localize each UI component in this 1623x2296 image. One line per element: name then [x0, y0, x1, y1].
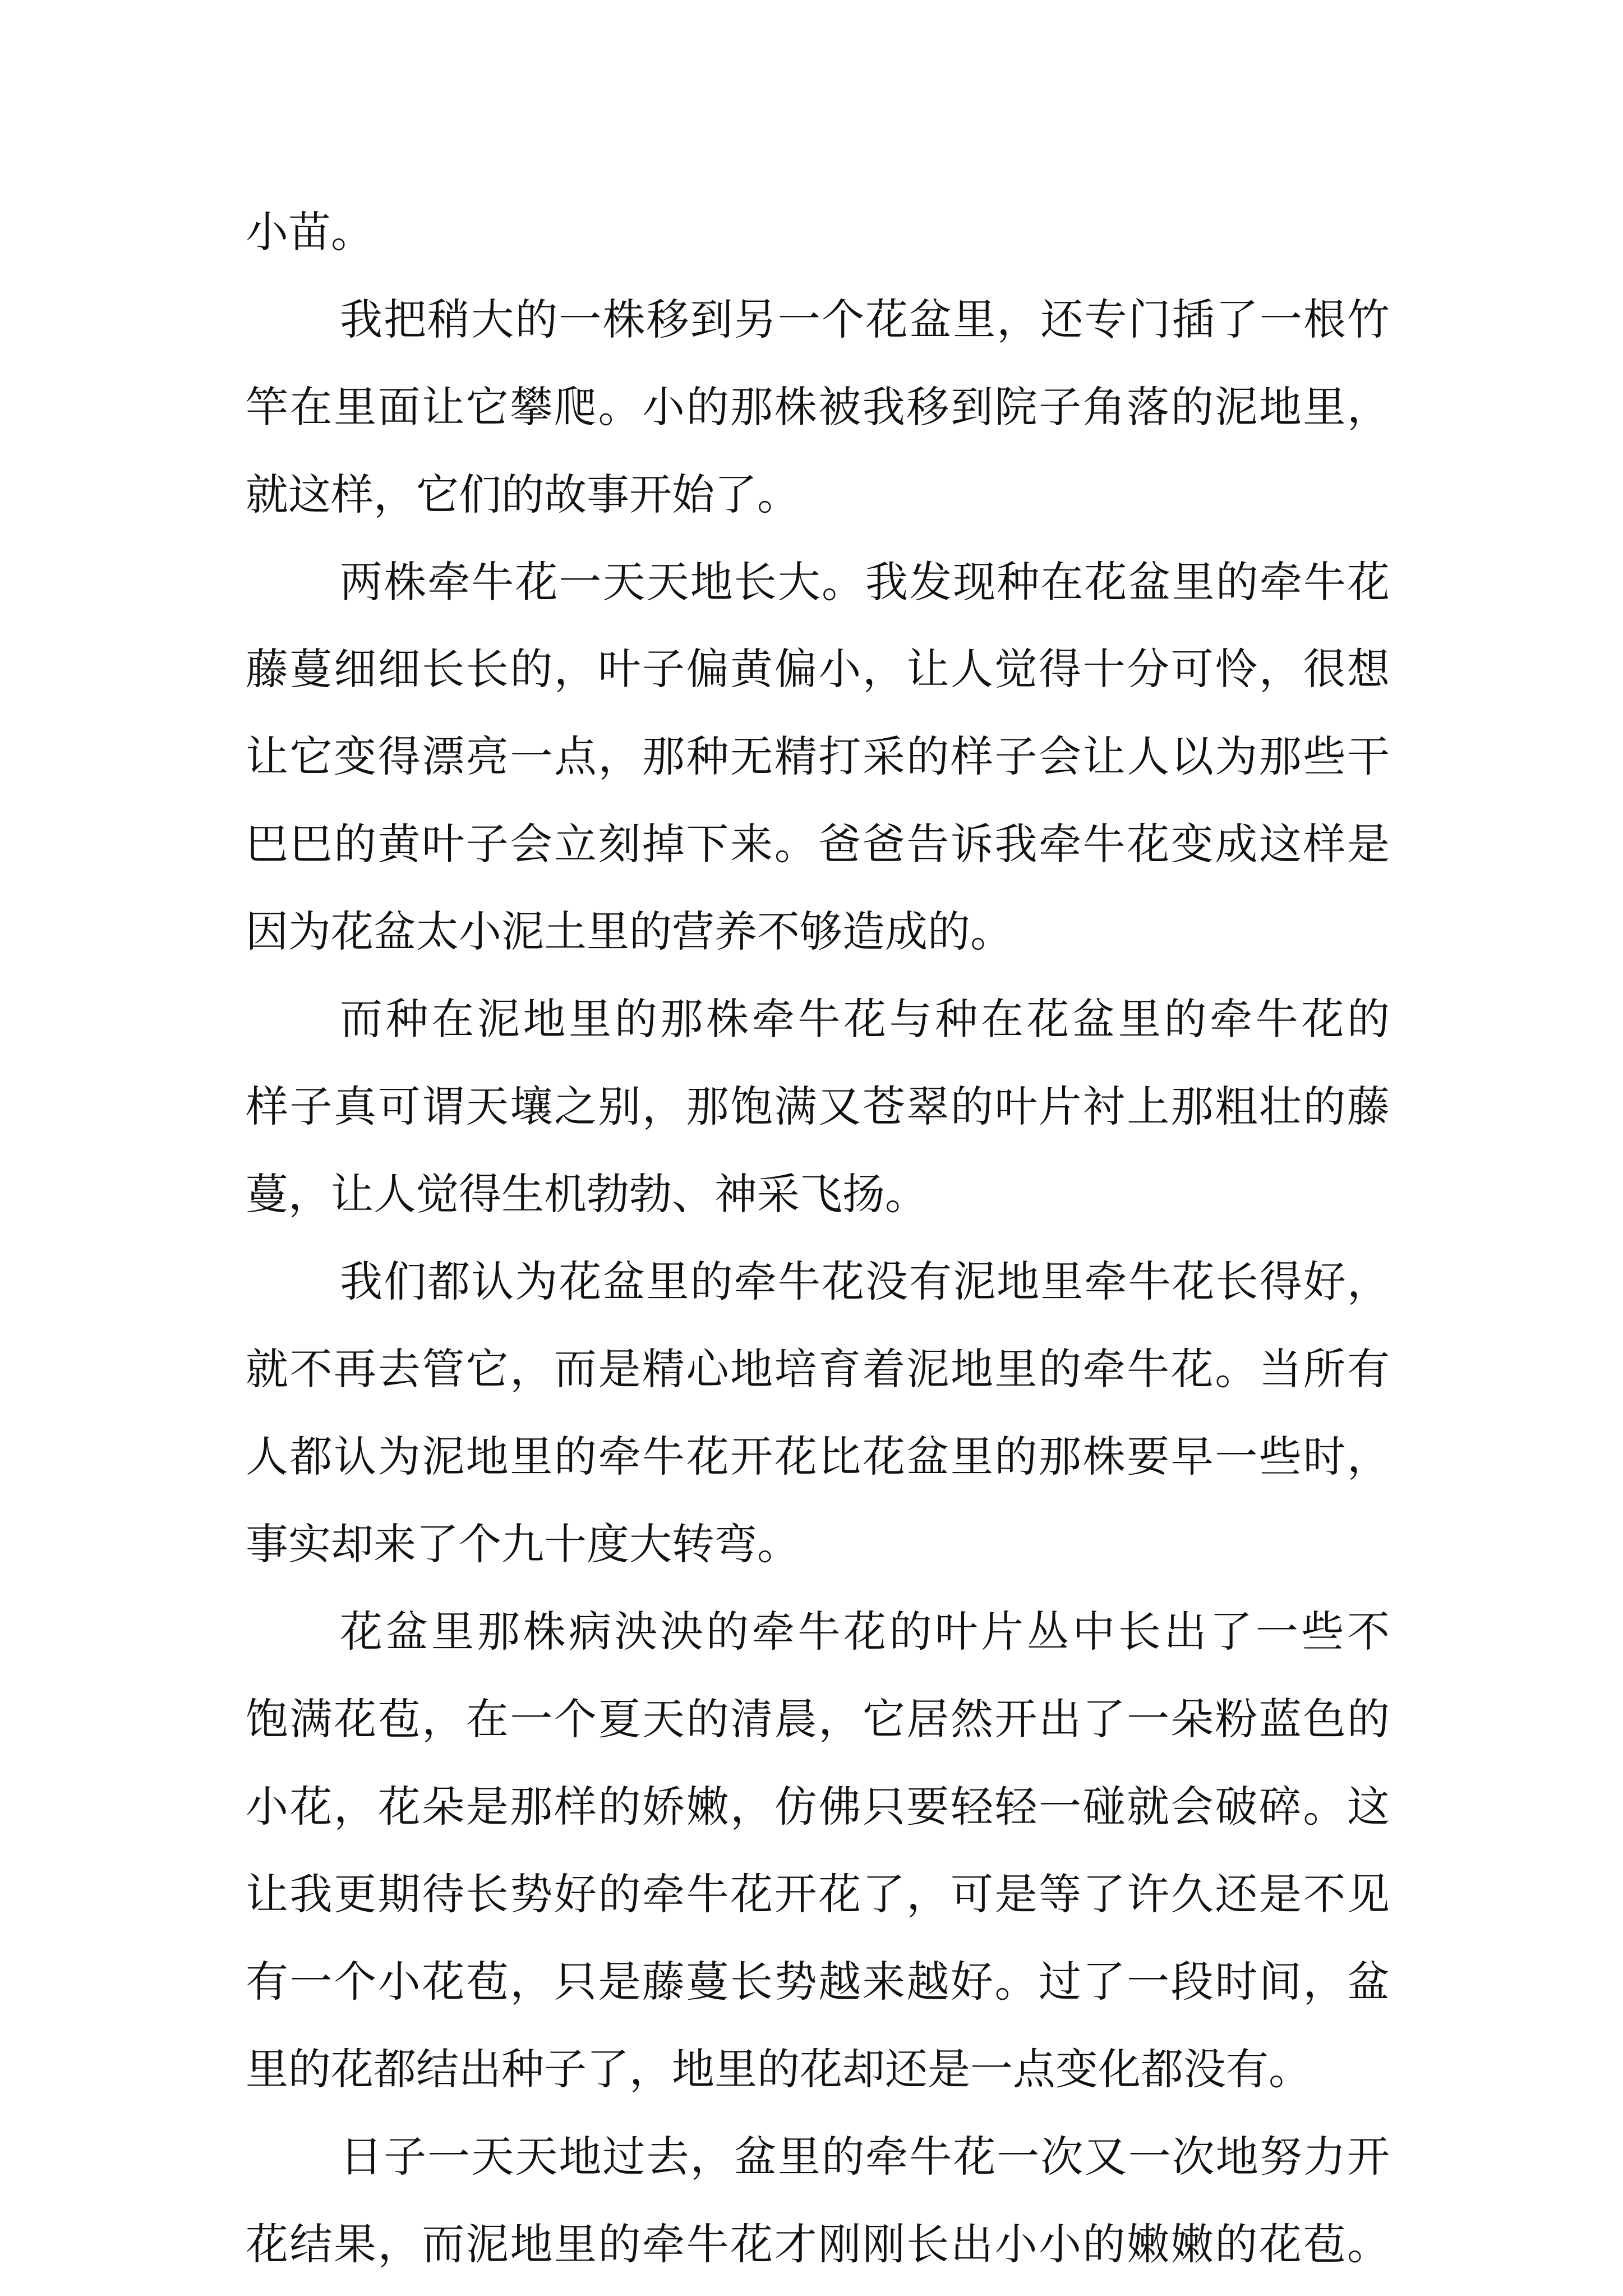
- text-line: 就不再去管它，而是精心地培育着泥地里的牵牛花。当所有: [246, 1344, 1390, 1394]
- text-line: 因为花盆太小泥土里的营养不够造成的。: [246, 907, 1013, 956]
- text-line: 就这样，它们的故事开始了。: [246, 470, 800, 519]
- paragraph-first-line: 我们都认为花盆里的牵牛花没有泥地里牵牛花长得好，: [340, 1257, 1390, 1306]
- text-line: 蔓，让人觉得生机勃勃、神采飞扬。: [246, 1169, 928, 1219]
- text-line: 巴巴的黄叶子会立刻掉下来。爸爸告诉我牵牛花变成这样是: [246, 819, 1390, 869]
- text-line: 藤蔓细细长长的，叶子偏黄偏小，让人觉得十分可怜，很想: [246, 644, 1390, 694]
- paragraph-first-line: 日子一天天地过去，盆里的牵牛花一次又一次地努力开: [340, 2132, 1390, 2182]
- text-line: 事实却来了个九十度大转弯。: [246, 1519, 800, 1569]
- text-line: 里的花都结出种子了，地里的花却还是一点变化都没有。: [246, 2044, 1311, 2094]
- text-line: 小苗。: [246, 207, 374, 257]
- paragraph-first-line: 我把稍大的一株移到另一个花盆里，还专门插了一根竹: [340, 295, 1390, 344]
- text-line: 小花，花朵是那样的娇嫩，仿佛只要轻轻一碰就会破碎。这: [246, 1782, 1390, 1832]
- text-line: 饱满花苞，在一个夏天的清晨，它居然开出了一朵粉蓝色的: [246, 1694, 1390, 1744]
- text-line: 让我更期待长势好的牵牛花开花了，可是等了许久还是不见: [246, 1869, 1390, 1919]
- text-line: 竿在里面让它攀爬。小的那株被我移到院子角落的泥地里，: [246, 382, 1390, 432]
- text-line: 让它变得漂亮一点，那种无精打采的样子会让人以为那些干: [246, 731, 1390, 781]
- text-line: 人都认为泥地里的牵牛花开花比花盆里的那株要早一些时，: [246, 1432, 1390, 1481]
- paragraph-first-line: 花盆里那株病泱泱的牵牛花的叶片丛中长出了一些不: [340, 1607, 1390, 1657]
- text-line: 有一个小花苞，只是藤蔓长势越来越好。过了一段时间，盆: [246, 1957, 1390, 2007]
- paragraph-first-line: 两株牵牛花一天天地长大。我发现种在花盆里的牵牛花: [340, 557, 1390, 607]
- text-line: 花结果，而泥地里的牵牛花才刚刚长出小小的嫩嫩的花苞。: [246, 2219, 1390, 2269]
- paragraph-first-line: 而种在泥地里的那株牵牛花与种在花盆里的牵牛花的: [340, 994, 1390, 1044]
- text-line: 样子真可谓天壤之别，那饱满又苍翠的叶片衬上那粗壮的藤: [246, 1082, 1390, 1131]
